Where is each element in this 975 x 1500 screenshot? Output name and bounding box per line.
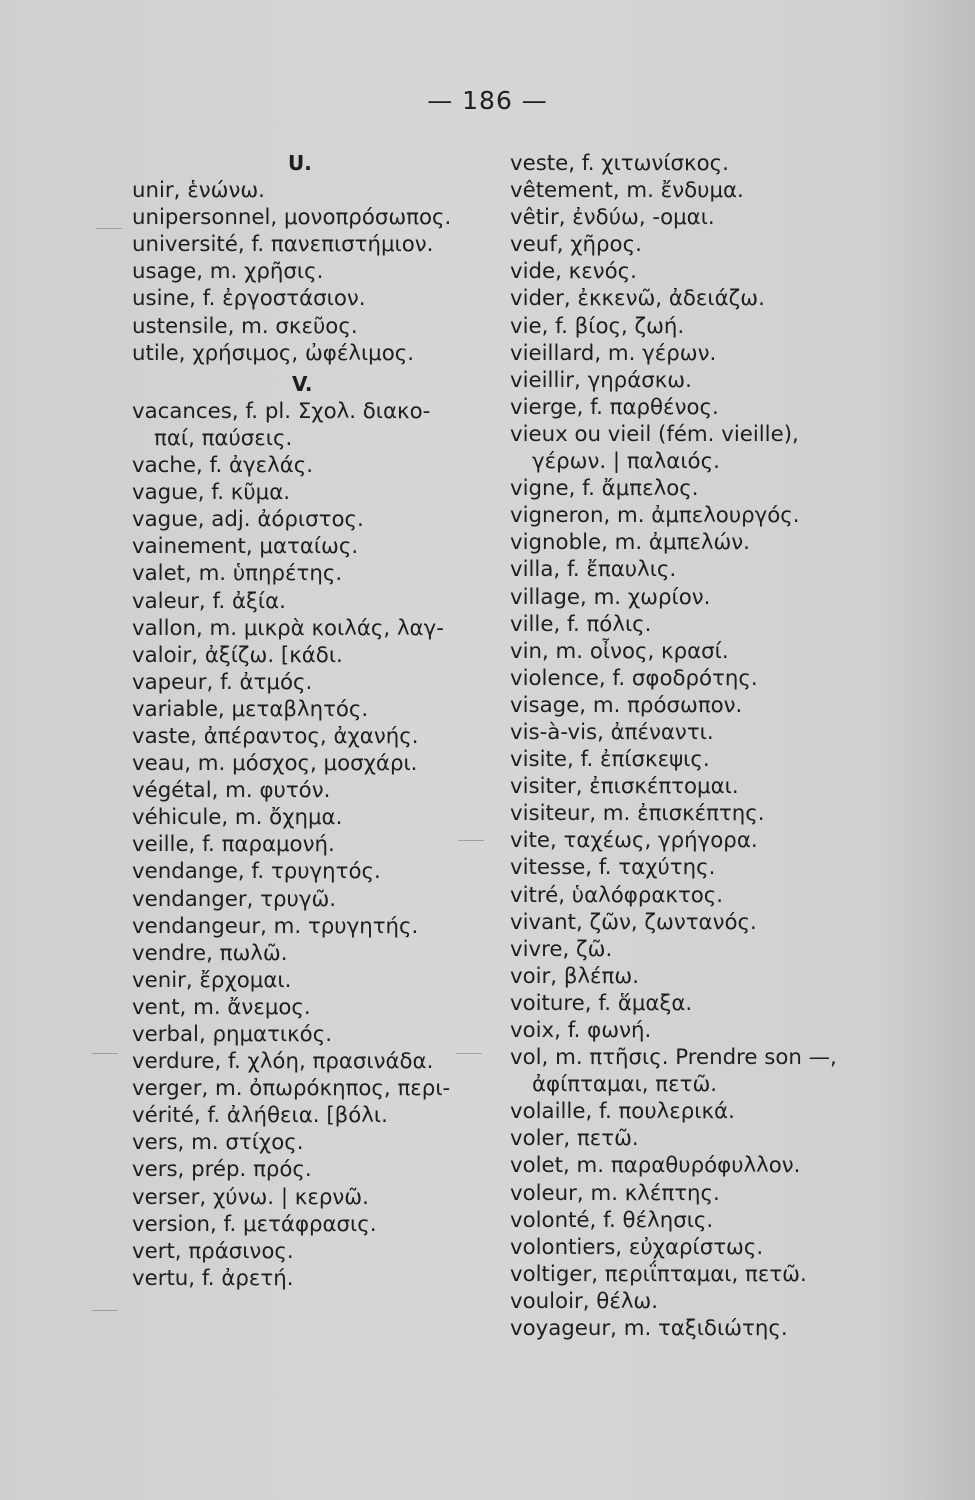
dictionary-entry: voyageur, m. ταξιδιώτης.: [510, 1316, 788, 1342]
dictionary-entry: vis-à-vis, ἀπέναντι.: [510, 719, 714, 745]
dictionary-entry: variable, μεταβλητός.: [132, 696, 369, 722]
dictionary-entry: vapeur, f. ἀτμός.: [132, 669, 313, 695]
dictionary-entry: vitesse, f. ταχύτης.: [510, 855, 716, 881]
dictionary-entry: veste, f. χιτωνίσκος.: [510, 151, 729, 176]
dictionary-entry: vignoble, m. ἀμπελών.: [510, 530, 750, 556]
dictionary-entry: verger, m. ὀπωρόκηπος, περι-: [132, 1076, 451, 1102]
dictionary-entry: version, f. μετάφρασις.: [132, 1211, 377, 1237]
dictionary-entry: voiture, f. ἅμαξα.: [510, 990, 693, 1016]
dictionary-entry: villa, f. ἔπαυλις.: [510, 557, 677, 583]
dictionary-entry: vider, ἐκκενῶ, ἀδειάζω.: [510, 286, 765, 312]
dictionary-entry: visage, m. πρόσωπον.: [510, 692, 743, 718]
margin-mark: [92, 1053, 118, 1054]
dictionary-entry: voltiger, περιΐπταμαι, πετῶ.: [510, 1261, 807, 1287]
dictionary-entry: vieillard, m. γέρων.: [510, 340, 717, 366]
dictionary-entry: vigne, f. ἄμπελος.: [510, 476, 699, 502]
dictionary-entry: volontiers, εὐχαρίστως.: [510, 1234, 764, 1260]
dictionary-entry: végétal, m. φυτόν.: [132, 778, 331, 804]
dictionary-entry: vendange, f. τρυγητός.: [132, 859, 381, 885]
dictionary-entry-continuation: παί, παύσεις.: [154, 425, 293, 451]
dictionary-entry: vendre, πωλῶ.: [132, 940, 288, 966]
dictionary-entry: valeur, f. ἀξία.: [132, 588, 286, 614]
dictionary-entry: vérité, f. ἀλήθεια. [βόλι.: [132, 1103, 388, 1129]
dictionary-entry: ustensile, m. σκεῦος.: [132, 313, 358, 339]
dictionary-entry: vague, f. κῦμα.: [132, 480, 291, 506]
dictionary-entry: vin, m. οἶνος, κρασί.: [510, 638, 729, 664]
dictionary-entry: vendanger, τρυγῶ.: [132, 886, 337, 912]
dictionary-entry: vêtement, m. ἔνδυμα.: [510, 178, 744, 204]
dictionary-entry: vertu, f. ἀρετή.: [132, 1265, 294, 1291]
dictionary-entry: unipersonnel, μονοπρόσωπος.: [132, 205, 452, 231]
dictionary-entry: vivant, ζῶν, ζωντανός.: [510, 909, 757, 935]
dictionary-entry: vierge, f. παρθένος.: [510, 394, 719, 420]
dictionary-entry: vague, adj. ἀόριστος.: [132, 507, 364, 533]
dictionary-entry: vouloir, θέλω.: [510, 1288, 659, 1314]
dictionary-entry: voix, f. φωνή.: [510, 1018, 652, 1043]
dictionary-entry: vite, ταχέως, γρήγορα.: [510, 828, 758, 854]
dictionary-entry: vacances, f. pl. Σχολ. διακο-: [132, 398, 431, 424]
dictionary-entry: vendangeur, m. τρυγητής.: [132, 913, 419, 939]
dictionary-entry: venir, ἔρχομαι.: [132, 967, 292, 993]
dictionary-entry: vaste, ἀπέραντος, ἀχανής.: [132, 723, 419, 749]
dictionary-entry: vers, m. στίχος.: [132, 1130, 304, 1156]
dictionary-entry: valet, m. ὑπηρέτης.: [132, 561, 343, 587]
dictionary-entry: vêtir, ἐνδύω, -ομαι.: [510, 205, 715, 231]
dictionary-entry: violence, f. σφοδρότης.: [510, 665, 758, 691]
margin-mark: [458, 840, 484, 841]
dictionary-entry: ville, f. πόλις.: [510, 611, 652, 637]
dictionary-entry: vieux ou vieil (fém. vieille),: [510, 421, 799, 447]
dictionary-entry: veuf, χῆρος.: [510, 232, 642, 258]
dictionary-entry-continuation: γέρων. | παλαιός.: [532, 449, 720, 475]
section-heading: U.: [288, 151, 312, 175]
margin-mark: [456, 1053, 482, 1054]
dictionary-entry: véhicule, m. ὄχημα.: [132, 805, 343, 831]
dictionary-entry: vent, m. ἄνεμος.: [132, 994, 311, 1020]
dictionary-entry: vigneron, m. ἀμπελουργός.: [510, 503, 800, 529]
dictionary-entry: visite, f. ἐπίσκεψις.: [510, 747, 710, 773]
dictionary-entry-continuation: ἀφίπταμαι, πετῶ.: [532, 1072, 718, 1098]
dictionary-entry: vie, f. βίος, ζωή.: [510, 313, 685, 339]
dictionary-entry: utile, χρήσιμος, ὠφέλιμος.: [132, 340, 415, 366]
dictionary-entry: valoir, ἀξίζω. [κάδι.: [132, 642, 343, 668]
dictionary-entry: volonté, f. θέλησις.: [510, 1207, 714, 1233]
dictionary-entry: verser, χύνω. | κερνῶ.: [132, 1184, 369, 1210]
dictionary-entry: volet, m. παραθυρόφυλλον.: [510, 1153, 801, 1179]
dictionary-entry: usine, f. ἐργοστάσιον.: [132, 286, 366, 312]
dictionary-entry: vivre, ζῶ.: [510, 936, 613, 962]
left-column: [132, 150, 512, 1292]
section-heading: V.: [292, 371, 313, 396]
dictionary-entry: usage, m. χρῆσις.: [132, 259, 324, 285]
dictionary-entry: unir, ἑνώνω.: [132, 178, 265, 204]
dictionary-entry: vide, κενός.: [510, 259, 637, 285]
dictionary-entry: village, m. χωρίον.: [510, 584, 711, 610]
dictionary-entry: visiter, ἐπισκέπτομαι.: [510, 774, 739, 800]
margin-mark: [92, 1310, 118, 1311]
margin-mark: [96, 228, 122, 229]
dictionary-entry: voleur, m. κλέπτης.: [510, 1180, 720, 1206]
dictionary-entry: voir, βλέπω.: [510, 963, 639, 989]
dictionary-entry: vache, f. ἀγελάς.: [132, 453, 314, 479]
dictionary-entry: vieillir, γηράσκω.: [510, 367, 692, 393]
dictionary-entry: vallon, m. μικρὰ κοιλάς, λαγ-: [132, 615, 444, 641]
dictionary-entry: visiteur, m. ἐπισκέπτης.: [510, 801, 765, 827]
dictionary-entry: université, f. πανεπιστήμιον.: [132, 232, 434, 258]
dictionary-entry: vainement, ματαίως.: [132, 534, 359, 560]
dictionary-entry: veau, m. μόσχος, μοσχάρι.: [132, 751, 418, 777]
dictionary-entry: voler, πετῶ.: [510, 1126, 639, 1152]
dictionary-entry: vitré, ὑαλόφρακτος.: [510, 882, 724, 908]
dictionary-entry: vert, πράσινος.: [132, 1238, 294, 1264]
dictionary-entry: verdure, f. χλόη, πρασινάδα.: [132, 1049, 434, 1075]
dictionary-entry: vers, prép. πρός.: [132, 1157, 312, 1183]
dictionary-entry: volaille, f. πουλερικά.: [510, 1099, 735, 1125]
page-number: — 186 —: [427, 86, 548, 115]
dictionary-entry: veille, f. παραμονή.: [132, 832, 335, 858]
right-column: [510, 150, 950, 1342]
dictionary-entry: verbal, ρηματικός.: [132, 1022, 332, 1047]
dictionary-entry: vol, m. πτῆσις. Prendre son —,: [510, 1045, 837, 1071]
